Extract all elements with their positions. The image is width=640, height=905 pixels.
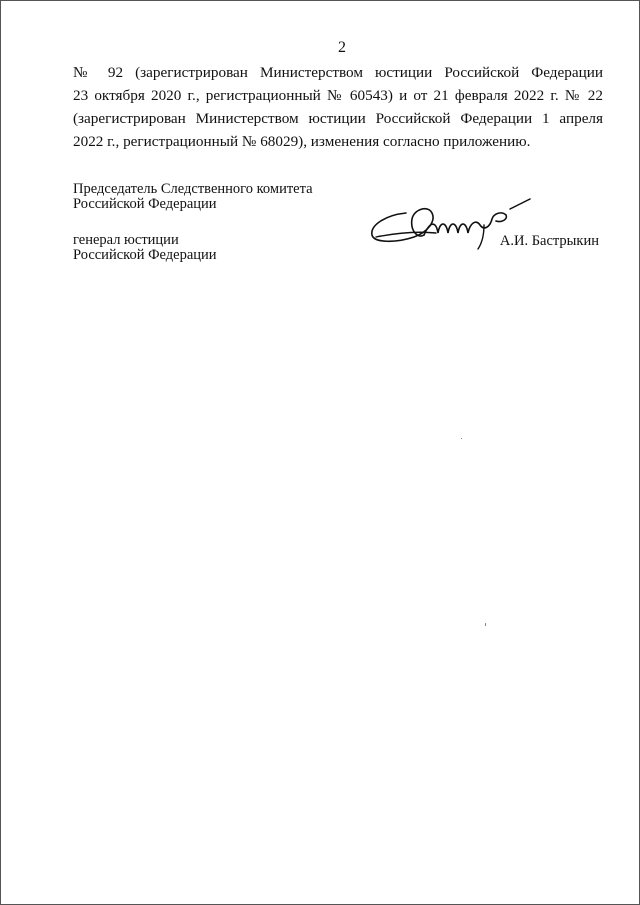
body-line-1: № 92 (зарегистрирован Министерством юстиции Российской Федерации <box>73 64 603 81</box>
scan-speck <box>461 438 462 439</box>
handwritten-signature <box>366 191 536 261</box>
position-line-2: Российской Федерации <box>73 196 217 212</box>
page-number: 2 <box>338 39 346 56</box>
position-line-1: Председатель Следственного комитета <box>73 181 313 197</box>
body-line-2: 23 октября 2020 г., регистрационный № 60543) и от 21 февраля 2022 г. № 22 <box>73 87 603 104</box>
body-line-3: (зарегистрирован Министерством юстиции Российской Федерации 1 апреля <box>73 110 603 127</box>
body-line-4: 2022 г., регистрационный № 68029), изменения согласно приложению. <box>73 133 531 150</box>
signatory-name: А.И. Бастрыкин <box>499 233 599 249</box>
signatory-title-block <box>73 182 313 263</box>
rank-line-2: Российской Федерации <box>73 247 217 263</box>
scan-speck <box>485 623 486 626</box>
body-paragraph <box>73 61 603 153</box>
rank-line-1: генерал юстиции <box>73 232 179 248</box>
